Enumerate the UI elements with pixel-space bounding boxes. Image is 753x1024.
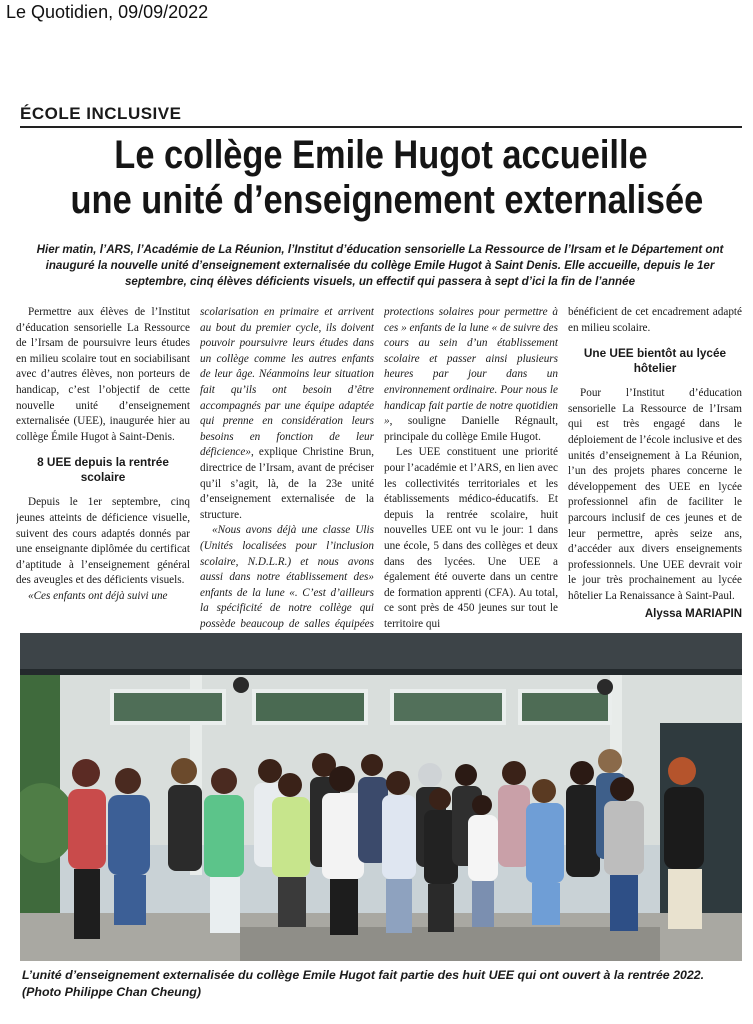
article-body xyxy=(16,305,744,641)
headline-line-2: une unité d’enseignement externalisée xyxy=(70,178,704,222)
paragraph: Les UEE constituent une priorité pour l’académie et l’ARS, en lien avec les collectivités territoriales et les établissements médico-éducatifs. Et depuis la rentrée scolaire, huit nouvelles UEE ont vu le jour: 1 dans une école, 5 dans des collèges et deux dans des lycées. Une UEE a également été ouverte dans un centre de formation apprenti (CFA). Au total, ce sont près de 450 jeunes sur tout le territoire qui xyxy=(384,446,558,630)
quote-text: protections solaires pour permettre à ces » enfants de la lune « de suivre des cours au sein d’un établissement scolaire et passer ainsi plusieurs heures par jour dans un environnement ordinaire. Pour nous le handicap fait partie de notre quotidien » xyxy=(384,306,558,428)
group-photo xyxy=(20,633,742,961)
section-rubric: ÉCOLE INCLUSIVE xyxy=(20,104,742,128)
paragraph-quote: «Nous avons déjà une classe Ulis (Unités localisées pour l’inclusion scolaire, N.D.L.R.) et nous avons aussi dans notre établissement des» enfants de la lune «. C’est d’ailleurs la spécificité de notre collège qui possède beaucoup de salles équipées xyxy=(200,524,374,630)
column-2 xyxy=(200,305,374,641)
attribution-text: , explique Christine Brun, directrice de l’Irsam, avant de préciser qu’il s’agit, là, de la 23e unité d’enseignement externalisée de la structure. xyxy=(200,446,374,521)
article-lede: Hier matin, l’ARS, l’Académie de La Réunion, l’Institut d’éducation sensorielle La Ressource de l’Irsam et le Département ont inauguré la nouvelle unité d’enseignement externalisée du collège Emile Hugot à Saint Denis. Elle accueille, depuis le 1er septembre, cinq élèves déficients visuels, un effectif qui passera à sept d’ici la fin de l’année xyxy=(36,243,724,288)
author-signature: Alyssa MARIAPIN xyxy=(644,607,742,620)
group-photo-illustration xyxy=(20,633,742,961)
column-4 xyxy=(568,305,742,641)
paragraph: bénéficient de cet encadrement adapté en milieu scolaire. xyxy=(568,306,742,334)
attribution-text: , souligne Danielle Régnault, principale du collège Emile Hugot. xyxy=(384,415,558,443)
subheading-uee: 8 UEE depuis la rentrée scolaire xyxy=(37,455,169,485)
paragraph: Depuis le 1er septembre, cinq jeunes atteints de déficience visuelle, suivent des cours adaptés donnés par une enseignante diplômée du certificat d’aptitude à l’enseignement général des aveugles et des déficients visuels. xyxy=(16,496,190,587)
subheading-lycee: Une UEE bientôt au lycée hôtelier xyxy=(583,346,727,376)
paragraph: Pour l’Institut d’éducation sensorielle La Ressource de l’Irsam qui est très engagé dans le déploiement de l’école inclusive et des unités d’enseignement à La Réunion, l’un des projets phares concerne le développement des UEE en lycée professionnel afin de faciliter le parcours inclusif de ces jeunes et de leur permettre, après seize ans, d’accéder aux divers enseignements professionnels. Une UEE devrait voir le jour très prochainement au lycée hôtelier La Renaissance à Saint-Paul. xyxy=(568,387,742,602)
paragraph-quote: «Ces enfants ont déjà suivi une xyxy=(28,589,168,602)
paragraph xyxy=(384,305,558,445)
newspaper-source-date: Le Quotidien, 09/09/2022 xyxy=(6,2,209,22)
headline-line-1: Le collège Emile Hugot accueille xyxy=(114,133,648,177)
column-3 xyxy=(384,305,558,641)
photo-caption: L’unité d’enseignement externalisée du collège Emile Hugot fait partie des huit UEE qui ont ouvert à la rentrée 2022. (Photo Philippe Chan Cheung) xyxy=(22,968,705,999)
paragraph xyxy=(200,305,374,523)
paragraph: Permettre aux élèves de l’Institut d’éducation sensorielle La Ressource de l’Irsam de poursuivre leurs études en milieu scolaire tout en sociabilisant avec d’autres élèves, non porteurs de handicap, c’est l’objectif de cette nouvelle unité d’enseignement externalisée (UEE), inaugurée hier au collège Émile Hugot à Saint-Denis. xyxy=(16,306,190,443)
column-1 xyxy=(16,305,190,641)
article-headline xyxy=(70,133,704,223)
quote-text: scolarisation en primaire et arrivent au bout du premier cycle, ils doivent pouvoir poursuivre leurs études dans un collège comme les autres enfants de leur âge. Néanmoins leur situation fait qu’ils ont besoin d’être accompagnés par une équipe adaptée qui prenne en considération leurs besoins en fonction de leur déficience» xyxy=(200,306,374,459)
